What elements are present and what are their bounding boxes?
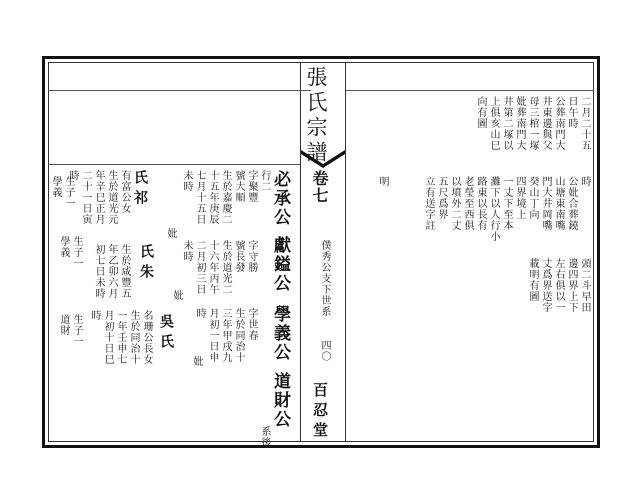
wife-detail-column: 名珊公長女 [141, 310, 152, 365]
burial-note-column: 四界境上 [514, 176, 525, 220]
row-rule-left [48, 164, 300, 165]
person-detail-column: 字守勝 [246, 240, 257, 273]
person-detail-column: 字世春 [246, 308, 257, 341]
person-detail-column: 十六年丙午 [207, 240, 218, 295]
person-detail-column: 行二 [259, 170, 270, 192]
person-detail-column: 未時 [181, 240, 192, 262]
wife-detail-column: 月初十日巳 [102, 310, 113, 365]
wife-detail-column: 時 [67, 170, 78, 181]
lineage-line-1: 必承公 [270, 170, 290, 227]
wife-name: 吳氏 [158, 314, 174, 354]
child-column: 生子一 [63, 176, 74, 209]
person-detail-column: 時 [194, 308, 205, 319]
wife-label: 妣 [165, 228, 176, 239]
wife-detail-column: 二十一日寅 [80, 170, 91, 225]
lineage-line-4: 道財公 [270, 372, 290, 429]
wife-label: 妣 [191, 356, 202, 367]
wife-detail-column: 有富公女 [119, 170, 130, 214]
person-detail-column: 號大順 [233, 170, 244, 203]
person-detail-column: 字聚豐 [246, 170, 257, 203]
burial-note-column: 路東以長有 [475, 176, 486, 231]
child-column: 學義 [58, 236, 69, 258]
person-detail-column: 三年甲戌九 [220, 308, 231, 363]
wife-detail-column: 年乙卯六月 [106, 244, 117, 299]
burial-note-column: 邊四界上下 [566, 258, 577, 313]
burial-note-column: 山塘東南嘴 [553, 176, 564, 231]
burial-note-column: 癸山丁向 [527, 176, 538, 220]
top-rule-right [346, 90, 594, 91]
person-detail-column: 二月初三日 [194, 240, 205, 295]
wife-detail-column: 初七日未時 [93, 244, 104, 299]
person-detail-column: 號長發 [233, 240, 244, 273]
burial-note-column: 五尺爲界 [436, 176, 447, 220]
person-detail-column: 十五年庚辰 [207, 170, 218, 225]
wife-name: 氏朱 [138, 244, 154, 284]
book-title: 張氏宗譜 [304, 66, 328, 166]
wife-detail-column: 一年壬申七 [115, 310, 126, 365]
volume-label: 卷七 [310, 170, 329, 204]
wife-detail-column: 時 [89, 310, 100, 321]
child-column: 生子一 [71, 314, 82, 347]
child-column: 學義 [50, 176, 61, 198]
burial-note-column: 公妣合葬鐃 [566, 176, 577, 231]
child-column: 生子一 [71, 236, 82, 269]
burial-note-column: 以墳外二丈 [449, 176, 460, 231]
person-detail-column: 生於同治十 [233, 308, 244, 363]
wife-label: 妣 [171, 290, 182, 301]
burial-note-column: 井東邊與父 [540, 96, 551, 151]
wife-detail-column: 年辛巳正月 [93, 170, 104, 225]
burial-note-column: 老瑩至西俱 [462, 176, 473, 231]
page-number: 四〇 [319, 340, 330, 362]
burial-note-column: 日午時 [566, 96, 577, 129]
burial-note-column: 灘下以人行小 [488, 176, 499, 242]
burial-note-column: 立有送字註 [423, 176, 434, 231]
burial-note-column: 母三棺一塚 [527, 96, 538, 151]
hall-name: 百忍堂 [311, 382, 329, 442]
burial-note-column: 載明有圖 [527, 258, 538, 302]
burial-note-column: 井第二塚以 [501, 96, 512, 151]
burial-note-column: 丈爲界送字 [540, 258, 551, 313]
wife-detail-column: 生於道光元 [106, 170, 117, 225]
lineage-line-2: 獻鎰公 [270, 236, 290, 293]
wife-detail-column: 生於咸豐五 [119, 244, 130, 299]
top-rule-left [48, 90, 311, 91]
wife-detail-column: 生於同治十 [128, 310, 139, 365]
burial-note-column: 明 [377, 176, 388, 187]
person-detail-column: 七月十五日 [194, 170, 205, 225]
burial-note-column: 向有圖 [475, 96, 486, 129]
wife-name: 氏祁 [132, 170, 148, 210]
lineage-note: 系後 [259, 426, 270, 448]
person-detail-column: 生於嘉慶二 [220, 170, 231, 225]
burial-note-column: 妣葬南門大 [514, 96, 525, 151]
burial-note-column: 上俱亥山巳 [488, 96, 499, 151]
burial-note-column: 公葬南門大 [553, 96, 564, 151]
burial-note-column: 二月二十五 [579, 96, 590, 151]
child-column: 道財 [58, 314, 69, 336]
person-detail-column: 月初一日申 [207, 308, 218, 363]
person-detail-column: 未時 [181, 170, 192, 192]
lineage-line-3: 學義公 [270, 305, 290, 362]
section-label: 僕秀公支下世系 [319, 240, 330, 317]
burial-note-column: 門大井岡嘴 [540, 176, 551, 231]
burial-note-column: 一丈下至本 [501, 176, 512, 231]
burial-note-column: 頭二斗早田 [579, 258, 590, 313]
person-detail-column: 生於道光二 [220, 240, 231, 295]
burial-note-column: 左右俱以一 [553, 258, 564, 313]
burial-note-column: 時 [579, 176, 590, 187]
